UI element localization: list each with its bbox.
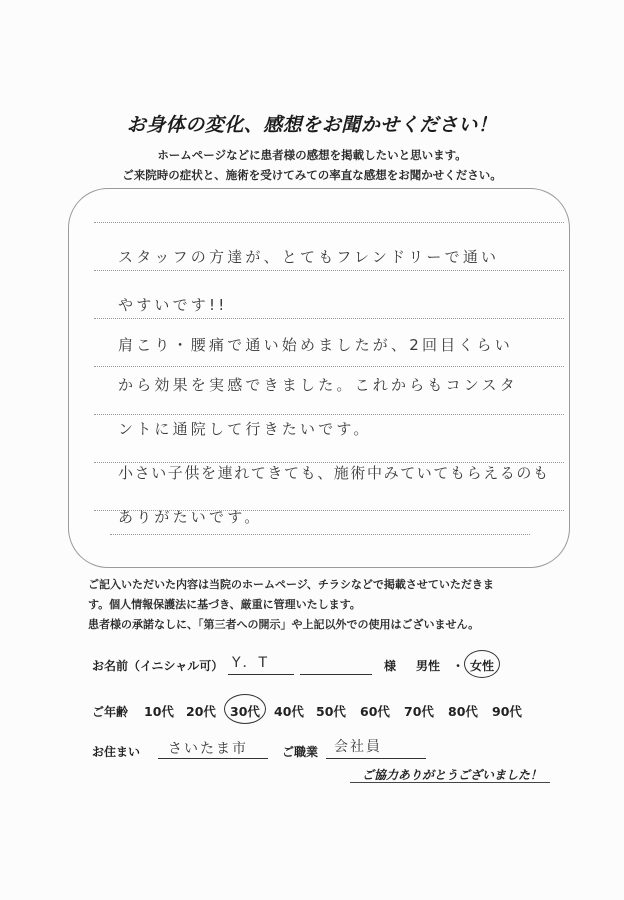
name-underline-1 bbox=[228, 674, 294, 675]
occupation-label: ご職業 bbox=[282, 745, 319, 759]
residence-label: お住まい bbox=[92, 745, 141, 759]
residence-value[interactable]: さいたま市 bbox=[168, 741, 248, 757]
age-label: ご年齢 bbox=[92, 705, 129, 719]
comment-line: から効果を実感できました。これからもコンスタ bbox=[118, 376, 518, 394]
age-option-80[interactable]: 80代 bbox=[448, 704, 478, 719]
thanks-underline bbox=[350, 782, 550, 783]
occupation-value[interactable]: 会社員 bbox=[334, 739, 382, 755]
gender-female-option[interactable]: 女性 bbox=[470, 659, 495, 673]
ruled-line bbox=[94, 222, 564, 223]
gender-selection-circle bbox=[464, 650, 500, 678]
age-option-90[interactable]: 90代 bbox=[492, 704, 522, 719]
age-option-60[interactable]: 60代 bbox=[360, 704, 390, 719]
ruled-line bbox=[94, 270, 564, 271]
privacy-notice-line: 患者様の承諾なしに、「第三者への開示」や上記以外での使用はございません。 bbox=[88, 618, 480, 631]
comment-line: ありがたいです。 bbox=[118, 508, 263, 526]
comment-line: ントに通院して行きたいです。 bbox=[118, 420, 372, 438]
gender-separator: ・ bbox=[452, 659, 465, 673]
ruled-line bbox=[110, 534, 530, 535]
age-option-50[interactable]: 50代 bbox=[316, 704, 346, 719]
thanks-message: ご協力ありがとうございました！ bbox=[362, 768, 543, 782]
age-option-70[interactable]: 70代 bbox=[404, 704, 434, 719]
ruled-line bbox=[94, 318, 564, 319]
privacy-notice-line: す。個人情報保護法に基づき、厳重に管理いたします。 bbox=[88, 598, 361, 611]
page-title: お身体の変化、感想をお聞かせください！ bbox=[126, 114, 498, 136]
subtitle-line-2: ご来院時の症状と、施術を受けてみての率直な感想をお聞かせください。 bbox=[122, 168, 502, 182]
age-option-30[interactable]: 30代 bbox=[230, 704, 260, 719]
comment-line: 肩こり・腰痛で通い始めましたが、2回目くらい bbox=[118, 336, 513, 354]
comment-line: 小さい子供を連れてきても、施術中みていてもらえるのも bbox=[118, 464, 550, 482]
honorific: 様 bbox=[384, 659, 397, 673]
age-option-20[interactable]: 20代 bbox=[186, 704, 216, 719]
age-option-10[interactable]: 10代 bbox=[144, 704, 174, 719]
ruled-line bbox=[94, 414, 564, 415]
occupation-underline bbox=[326, 758, 426, 759]
comment-line: やすいです!! bbox=[118, 296, 228, 314]
comment-line: スタッフの方達が、とてもフレンドリーで通い bbox=[118, 248, 500, 266]
age-selection-circle bbox=[224, 694, 266, 724]
name-underline-2 bbox=[300, 674, 372, 675]
ruled-line bbox=[94, 366, 564, 367]
subtitle-line-1: ホームページなどに患者様の感想を掲載したいと思います。 bbox=[157, 148, 467, 162]
privacy-notice-line: ご記入いただいた内容は当院のホームページ、チラシなどで掲載させていただきま bbox=[88, 578, 494, 591]
residence-underline bbox=[158, 758, 268, 759]
age-option-40[interactable]: 40代 bbox=[274, 704, 304, 719]
name-label: お名前（イニシャル可） bbox=[92, 659, 224, 673]
gender-male-option[interactable]: 男性 bbox=[416, 659, 441, 673]
name-value[interactable]: Y．T bbox=[232, 655, 270, 671]
